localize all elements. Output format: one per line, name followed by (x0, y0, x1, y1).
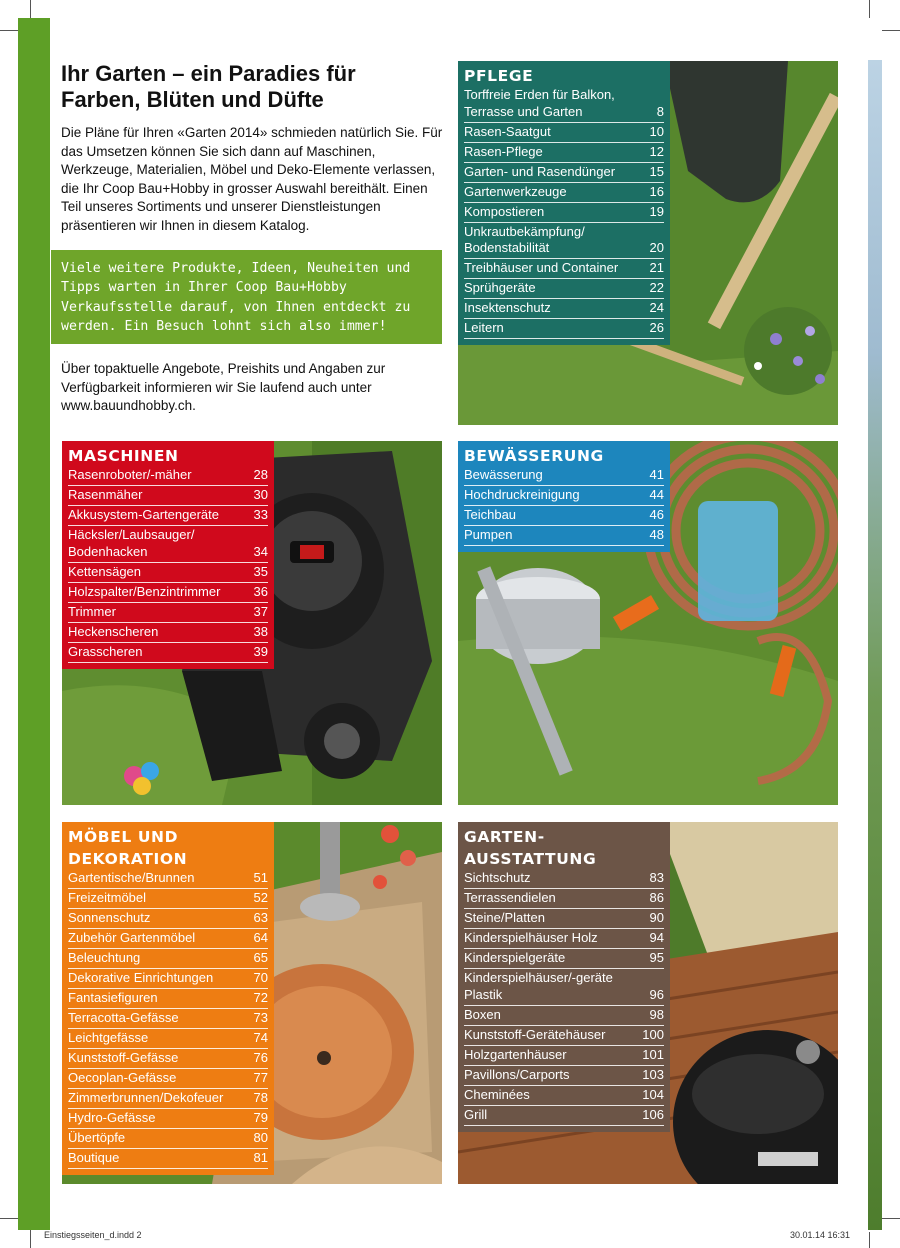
toc-entry[interactable] (464, 466, 664, 486)
toc-entry[interactable] (68, 1129, 268, 1149)
toc-entry-label: Grasscheren (68, 643, 143, 659)
toc-entry[interactable] (68, 989, 268, 1009)
toc-entry[interactable] (464, 1026, 664, 1046)
toc-entry[interactable] (68, 623, 268, 643)
toc-entry-page: 8 (656, 103, 664, 119)
toc-entry-page: 16 (649, 183, 664, 199)
toc-entry-label: Übertöpfe (68, 1130, 126, 1145)
toc-entry-label: Zubehör Gartenmöbel (68, 930, 196, 945)
toc-entry-label: Boutique (68, 1150, 120, 1165)
toc-entry[interactable] (464, 143, 664, 163)
toc-entry-label: Kettensägen (68, 563, 142, 579)
toc-entry-label: Rasenmäher (68, 487, 143, 502)
toc-entry[interactable] (68, 929, 268, 949)
category-box-maschinen (62, 441, 274, 669)
toc-entry-label: Holzspalter/Benzintrimmer (68, 583, 221, 599)
toc-entry[interactable] (464, 203, 664, 223)
toc-entry[interactable] (68, 643, 268, 663)
toc-entry-page: 73 (253, 1010, 268, 1025)
crop-mark (30, 1230, 31, 1248)
toc-entry-page: 24 (649, 300, 664, 315)
toc-entry-label: Trimmer (68, 603, 116, 619)
toc-entry-label: Kinderspielhäuser Holz (464, 930, 598, 945)
toc-entry-page: 20 (649, 240, 664, 255)
toc-entry-label: Garten- und Rasendünger (464, 163, 616, 179)
toc-entry-page: 15 (649, 163, 664, 179)
toc-entry-page: 98 (649, 1006, 664, 1022)
toc-entry[interactable] (464, 123, 664, 143)
toc-entry[interactable] (68, 1029, 268, 1049)
toc-entry-page: 78 (253, 1090, 268, 1105)
toc-entry-label: Akkusystem-Gartengeräte (68, 507, 220, 522)
toc-entry[interactable] (464, 86, 664, 123)
category-box-bewaesserung (458, 441, 670, 552)
toc-entry-page: 96 (649, 986, 664, 1002)
toc-entry-page: 101 (642, 1046, 664, 1062)
toc-entry-page: 26 (649, 320, 664, 335)
toc-entry-page: 12 (649, 143, 664, 159)
toc-entry-page: 86 (649, 890, 664, 905)
category-title: PFLEGE (464, 67, 534, 85)
crop-mark (30, 0, 31, 18)
toc-entry-page: 21 (649, 260, 664, 275)
intro-paragraph: Die Pläne für Ihren «Garten 2014» schmieden natürlich Sie. Für das Umsetzen können Sie sich dann auf Maschinen, Werkzeuge, Materialien, Möbel und Deko-Elemente verlassen, die Ihr Coop Bau+Hobby in grosser Auswahl bereithält. Einen Teil unseres Sortiments und unserer Dienstleistungen präsentieren wir Ihnen in diesem Katalog. (61, 125, 443, 233)
toc-entry[interactable] (68, 949, 268, 969)
toc-entry-label: Rasen-Saatgut (464, 123, 551, 139)
category-title: MASCHINEN (68, 447, 179, 465)
toc-entry-page: 90 (649, 910, 664, 925)
print-slug-file: Einstiegsseiten_d.indd 2 (44, 1230, 142, 1240)
toc-entry-label: Steine/Platten (464, 910, 545, 925)
toc-entry-label: Terrassendielen (464, 890, 556, 905)
toc-entry[interactable] (464, 1106, 664, 1126)
toc-entry-label: Zimmerbrunnen/Dekofeuer (68, 1090, 224, 1105)
toc-entry[interactable] (464, 279, 664, 299)
visit-store-callout: Viele weitere Produkte, Ideen, Neuheiten und Tipps warten in Ihrer Coop Bau+Hobby Verkaufsstelle darauf, von Ihnen entdeckt zu werden. Ein Besuch lohnt sich also immer! (51, 250, 442, 344)
toc-entry[interactable] (464, 929, 664, 949)
toc-entry[interactable] (68, 466, 268, 486)
toc-entry[interactable] (464, 869, 664, 889)
crop-mark (882, 1218, 900, 1219)
category-title: BEWÄSSERUNG (464, 447, 604, 465)
toc-entry[interactable] (464, 909, 664, 929)
toc-entry-page: 10 (649, 123, 664, 139)
toc-entry-page: 106 (642, 1106, 664, 1122)
toc-entry-label: Pumpen (464, 527, 513, 542)
toc-entry[interactable] (464, 259, 664, 279)
toc-entry-label: Hydro-Gefässe (68, 1110, 156, 1125)
toc-entry-page: 80 (253, 1130, 268, 1145)
toc-entry-label: Kompostieren (464, 203, 545, 219)
toc-entry-page: 79 (253, 1110, 268, 1125)
toc-entry[interactable] (68, 969, 268, 989)
toc-entry-label: Treibhäuser und Container (464, 260, 619, 275)
toc-entry-label: Kunststoff-Gerätehäuser (464, 1026, 606, 1042)
category-box-moebel (62, 822, 274, 1175)
toc-entry-label: Leitern (464, 320, 504, 335)
toc-entry-label: Hochdruckreinigung (464, 487, 580, 502)
toc-entry-label: Freizeitmöbel (68, 890, 147, 905)
toc-entry-label: Terracotta-Gefässe (68, 1010, 179, 1025)
toc-entry-page: 83 (649, 870, 664, 885)
toc-entry[interactable] (68, 563, 268, 583)
toc-entry-page: 30 (253, 487, 268, 502)
toc-entry-label: Rasen-Pflege (464, 143, 543, 159)
toc-entry[interactable] (464, 889, 664, 909)
toc-entry-label: Häcksler/Laubsauger/ Bodenhacken (68, 527, 195, 559)
toc-entry-label: Unkrautbekämpfung/ Bodenstabilität (464, 223, 585, 255)
green-margin-bar (18, 18, 50, 1230)
toc-entry-page: 48 (649, 527, 664, 542)
toc-entry[interactable] (68, 869, 268, 889)
toc-entry[interactable] (464, 1006, 664, 1026)
toc-entry-label: Sonnenschutz (68, 910, 151, 925)
toc-entry[interactable] (464, 319, 664, 339)
page-headline: Ihr Garten – ein Paradies für Farben, Blüten und Düfte (61, 61, 356, 112)
toc-entry-label: Heckenscheren (68, 623, 159, 639)
toc-entry-page: 37 (253, 603, 268, 619)
crop-mark (869, 0, 870, 18)
toc-entry-page: 74 (253, 1030, 268, 1045)
toc-entry-page: 46 (649, 507, 664, 522)
toc-entry[interactable] (464, 299, 664, 319)
toc-entry[interactable] (68, 506, 268, 526)
toc-entry[interactable] (68, 526, 268, 563)
toc-entry-label: Boxen (464, 1006, 501, 1022)
toc-entry[interactable] (464, 526, 664, 546)
toc-entry-page: 22 (649, 280, 664, 295)
toc-entry-page: 100 (642, 1026, 664, 1042)
toc-entry-page: 70 (253, 970, 268, 985)
toc-entry-page: 103 (642, 1066, 664, 1082)
toc-entry-page: 33 (253, 507, 268, 522)
toc-entry-page: 44 (649, 487, 664, 502)
toc-entry-page: 81 (253, 1150, 268, 1165)
category-title: MÖBEL UND DEKORATION (68, 828, 188, 868)
toc-entry-page: 34 (253, 543, 268, 559)
website-note: Über topaktuelle Angebote, Preishits und Angaben zur Verfügbarkeit informieren wir Sie laufend auch unter www.bauundhobby.ch. (61, 361, 386, 414)
toc-entry-label: Dekorative Einrichtungen (68, 970, 214, 985)
toc-entry-page: 52 (253, 890, 268, 905)
toc-entry-label: Kunststoff-Gefässe (68, 1050, 179, 1065)
toc-entry-label: Teichbau (464, 507, 517, 522)
toc-entry-page: 94 (649, 930, 664, 945)
toc-entry-label: Kinderspielhäuser/-geräte Plastik (464, 970, 613, 1002)
toc-entry[interactable] (68, 1009, 268, 1029)
toc-entry-page: 65 (253, 950, 268, 965)
toc-entry-label: Beleuchtung (68, 950, 141, 965)
toc-entry-label: Insektenschutz (464, 300, 551, 315)
category-box-gartenausstattung (458, 822, 670, 1132)
category-title: GARTEN- AUSSTATTUNG (464, 828, 597, 868)
toc-entry-label: Rasenroboter/-mäher (68, 467, 192, 482)
crop-mark (882, 30, 900, 31)
toc-entry-page: 63 (253, 910, 268, 925)
crop-mark (0, 1218, 18, 1219)
toc-entry-page: 38 (253, 623, 268, 639)
toc-entry-page: 39 (253, 643, 268, 659)
toc-entry-label: Holzgartenhäuser (464, 1046, 567, 1062)
toc-entry[interactable] (464, 1046, 664, 1066)
toc-entry-page: 41 (649, 467, 664, 482)
toc-entry-label: Oecoplan-Gefässe (68, 1070, 177, 1085)
toc-entry-page: 64 (253, 930, 268, 945)
toc-entry-label: Pavillons/Carports (464, 1066, 570, 1082)
toc-entry-label: Grill (464, 1106, 488, 1122)
crop-mark (0, 30, 18, 31)
toc-entry[interactable] (68, 486, 268, 506)
toc-entry[interactable] (464, 969, 664, 1006)
toc-entry[interactable] (68, 603, 268, 623)
toc-entry[interactable] (464, 1086, 664, 1106)
toc-entry-label: Gartentische/Brunnen (68, 870, 195, 885)
toc-entry-label: Sichtschutz (464, 870, 531, 885)
toc-entry-label: Sprühgeräte (464, 280, 536, 295)
toc-entry[interactable] (464, 183, 664, 203)
print-slug-timestamp: 30.01.14 16:31 (790, 1230, 851, 1240)
toc-entry-page: 95 (649, 950, 664, 965)
toc-entry-label: Torffreie Erden für Balkon, Terrasse und Garten (464, 87, 615, 119)
toc-entry-label: Bewässerung (464, 467, 543, 482)
toc-entry-page: 51 (253, 870, 268, 885)
toc-entry[interactable] (464, 223, 664, 260)
toc-entry[interactable] (464, 163, 664, 183)
toc-entry[interactable] (68, 583, 268, 603)
toc-entry[interactable] (464, 506, 664, 526)
toc-entry-page: 76 (253, 1050, 268, 1065)
category-box-pflege (458, 61, 670, 345)
toc-entry-page: 72 (253, 990, 268, 1005)
toc-entry-label: Kinderspielgeräte (464, 950, 566, 965)
toc-entry-page: 104 (642, 1086, 664, 1102)
bleed-photo-strip (868, 60, 882, 1230)
toc-entry[interactable] (464, 486, 664, 506)
toc-entry-page: 28 (253, 467, 268, 482)
toc-entry-label: Leichtgefässe (68, 1030, 149, 1045)
toc-entry-page: 77 (253, 1070, 268, 1085)
toc-entry[interactable] (68, 1149, 268, 1169)
toc-entry[interactable] (68, 1109, 268, 1129)
crop-mark (869, 1232, 870, 1248)
toc-entry[interactable] (68, 1089, 268, 1109)
toc-entry[interactable] (464, 1066, 664, 1086)
toc-entry-page: 35 (253, 563, 268, 579)
toc-entry-label: Gartenwerkzeuge (464, 183, 567, 199)
toc-entry-page: 19 (649, 203, 664, 219)
toc-entry[interactable] (68, 1069, 268, 1089)
toc-entry[interactable] (68, 889, 268, 909)
toc-entry-label: Cheminées (464, 1086, 530, 1102)
toc-entry[interactable] (68, 1049, 268, 1069)
toc-entry[interactable] (68, 909, 268, 929)
toc-entry-label: Fantasiefiguren (68, 990, 158, 1005)
toc-entry-page: 36 (253, 583, 268, 599)
toc-entry[interactable] (464, 949, 664, 969)
